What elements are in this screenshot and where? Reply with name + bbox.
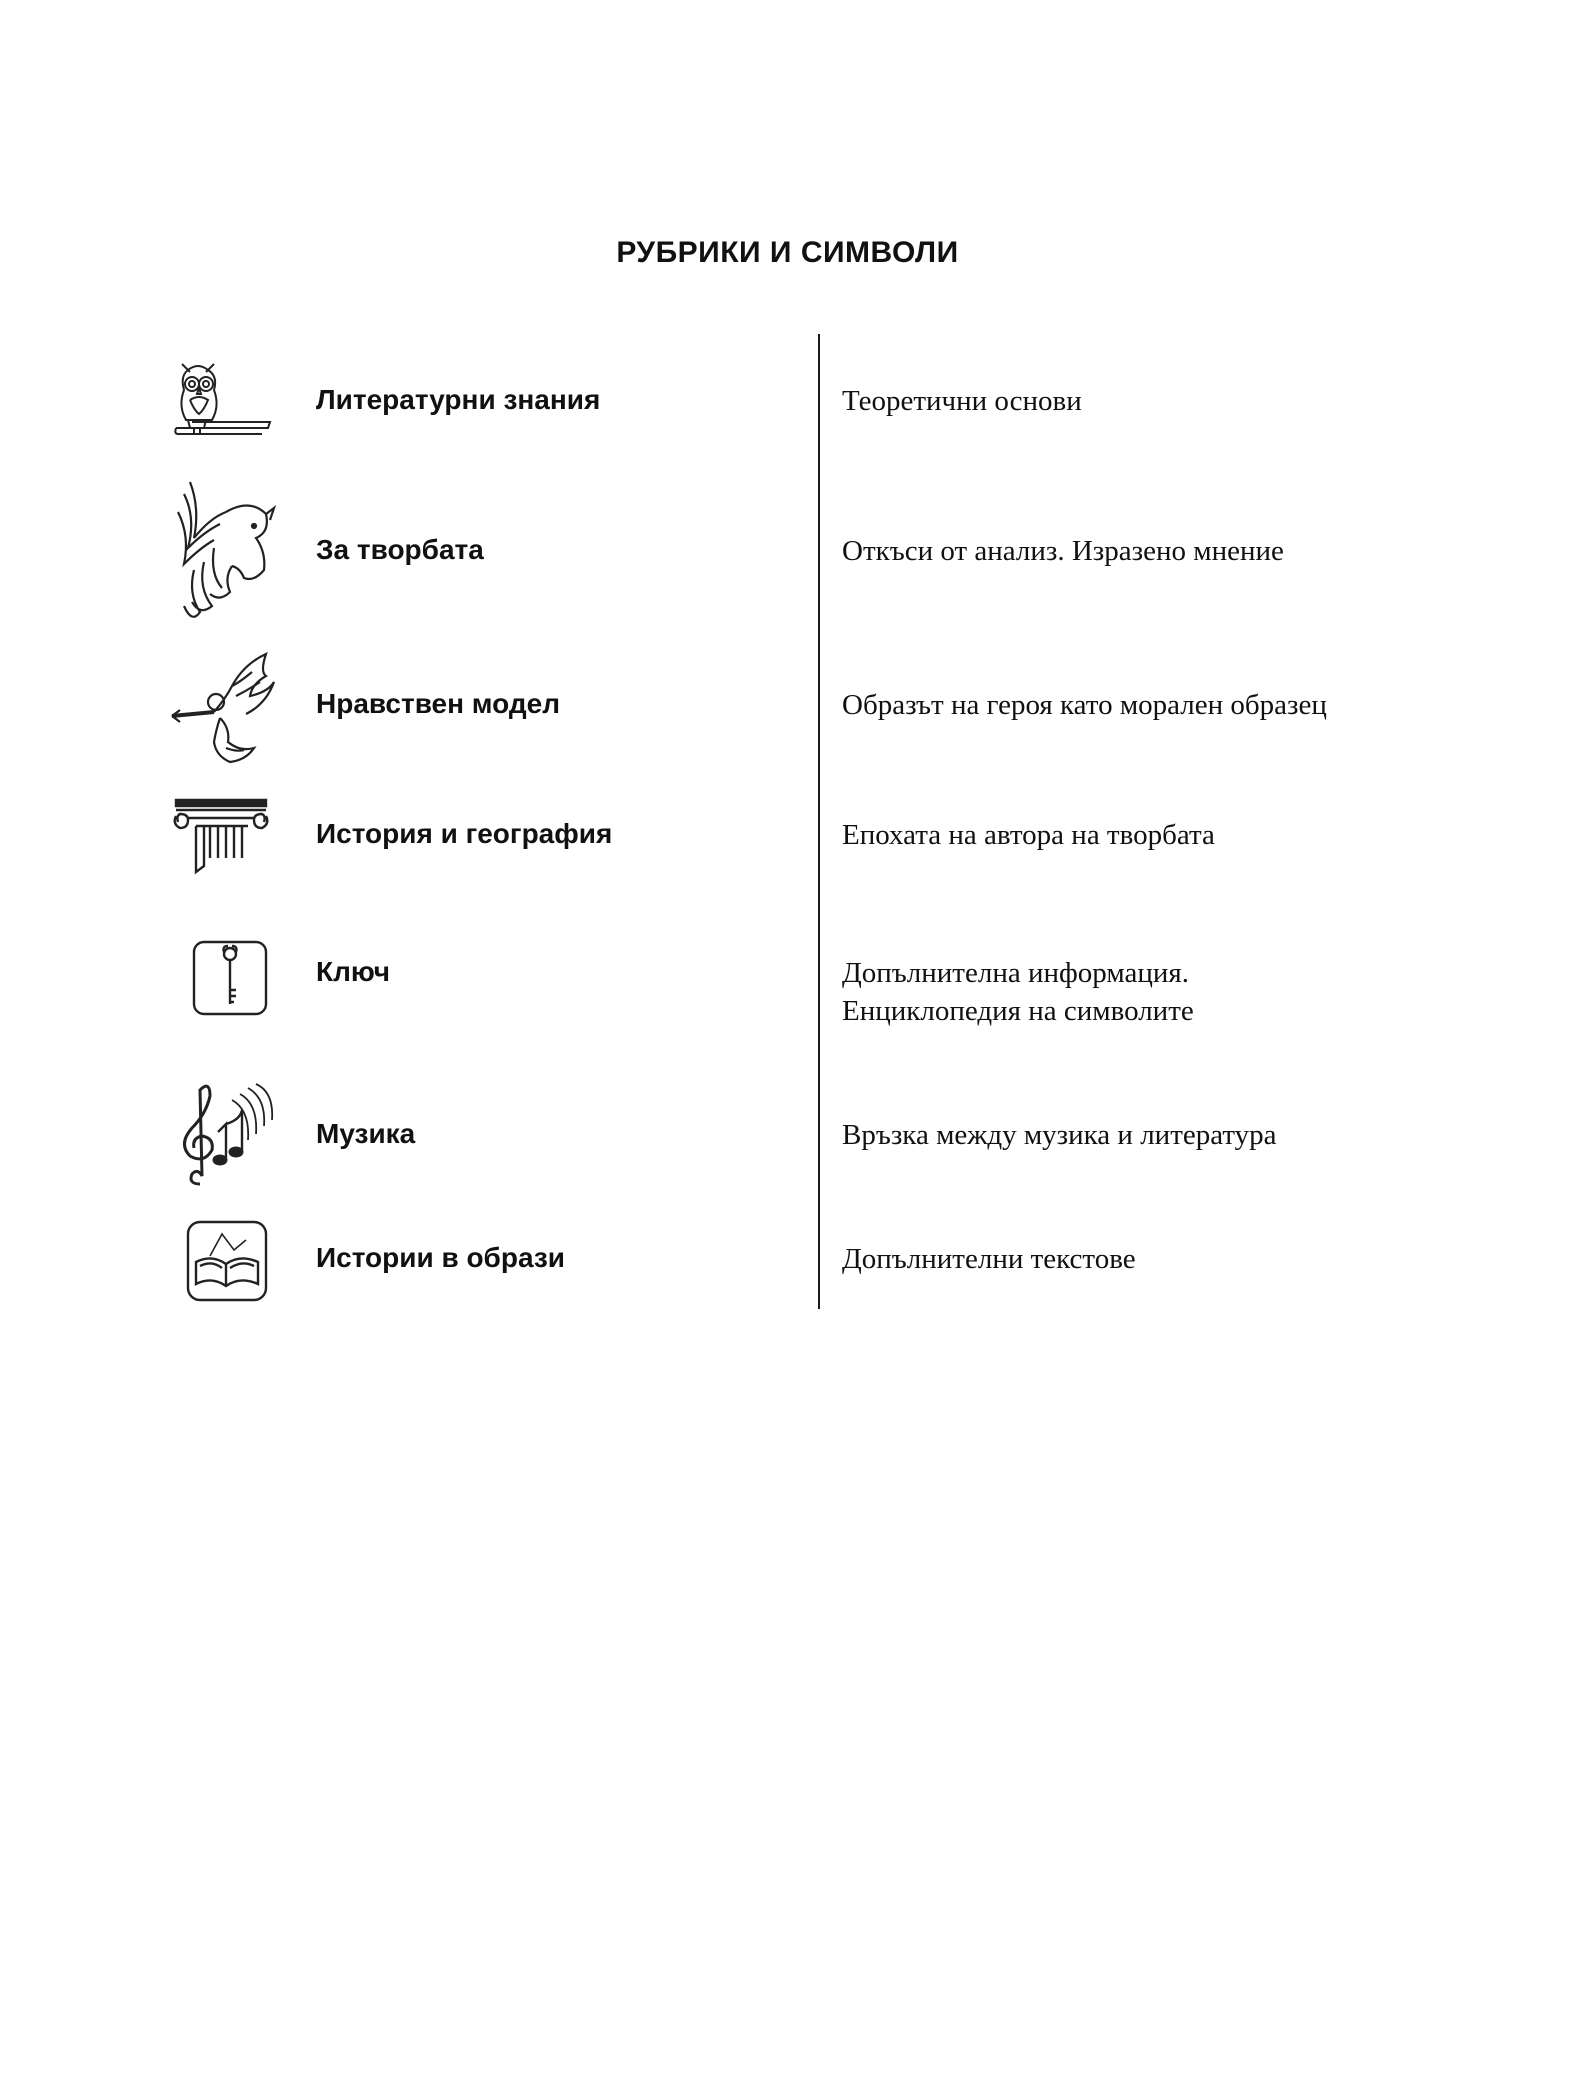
pegasus-icon [170, 478, 280, 628]
rubric-description-line: Епохата на автора на творбата [842, 819, 1215, 851]
angel-icon [170, 652, 280, 766]
rubric-description [842, 382, 1082, 420]
music-icon [170, 1080, 280, 1190]
rubric-description-line: Образът на героя като морален образец [842, 689, 1327, 721]
rubric-name: Ключ [316, 956, 390, 987]
page-title: РУБРИКИ И СИМВОЛИ [616, 236, 959, 269]
rubric-name: Литературни знания [316, 384, 601, 415]
rubric-description-line: Допълнителни текстове [842, 1243, 1136, 1275]
book-icon [170, 1220, 280, 1304]
rubric-description [842, 1116, 1277, 1154]
rubric-description-line: Връзка между музика и литература [842, 1119, 1277, 1151]
key-icon [170, 940, 280, 1020]
rubric-name: Истории в образи [316, 1242, 565, 1273]
rubric-name: Нравствен модел [316, 688, 561, 719]
rubric-description-line: Откъси от анализ. Изразено мнение [842, 535, 1284, 567]
column-divider [818, 334, 820, 1309]
rubric-description-line: Теоретични основи [842, 385, 1082, 417]
rubric-description [842, 1240, 1136, 1278]
column-icon [170, 796, 280, 896]
rubric-description-line: Енциклопедия на символите [842, 995, 1194, 1027]
rubric-name: История и география [316, 818, 613, 849]
rubric-description [842, 532, 1284, 570]
rubric-description-line: Допълнителна информация. [842, 957, 1190, 989]
rubric-name: За творбата [316, 534, 484, 565]
rubric-description [842, 686, 1327, 724]
owl-icon [170, 354, 280, 454]
rubric-name: Музика [316, 1118, 416, 1149]
rubric-description [842, 954, 1194, 1030]
rubric-description [842, 816, 1215, 854]
